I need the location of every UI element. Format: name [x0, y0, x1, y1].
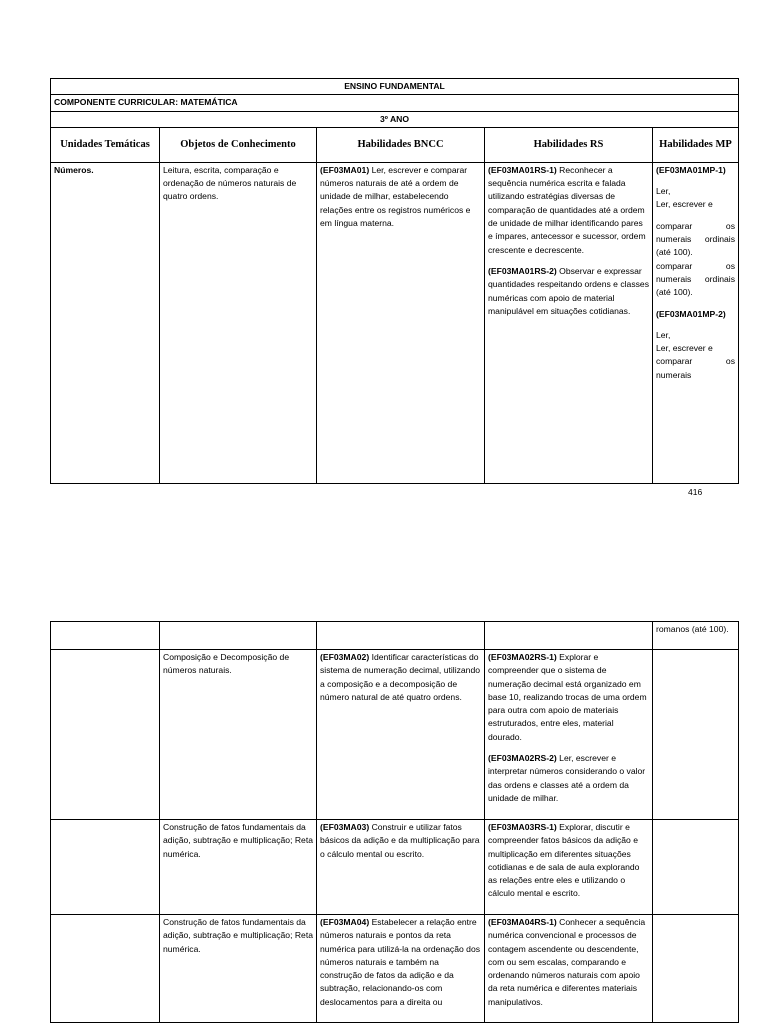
- skill-code: (EF03MA01MP-2): [656, 308, 726, 319]
- skill-code: (EF03MA02RS-1): [488, 652, 557, 662]
- knowledge-object-cell: Composição e Decomposição de números naturais.: [160, 650, 317, 820]
- rs-skill-cell: [485, 162, 653, 483]
- table-row: [51, 650, 739, 820]
- mp-skill-cell: [653, 162, 739, 483]
- table-row: [51, 820, 739, 915]
- skill-text: Ler, escrever e comparar números naturais de até a ordem de unidade de milhar, estabelecendo relações entre os registros numéricos e em língua materna.: [320, 164, 471, 229]
- header-level-row: [51, 79, 739, 95]
- grade-heading: 3º ANO: [51, 111, 739, 127]
- column-header-objects: Objetos de Conhecimento: [160, 127, 317, 162]
- column-headers: [51, 127, 739, 162]
- skill-text: Ler, escrever e interpretar números considerando o valor das ordens e classes até a ordem da unidade de milhar.: [488, 753, 646, 803]
- skill-code: (EF03MA04RS-1): [488, 917, 557, 927]
- column-header-bncc: Habilidades BNCC: [317, 127, 485, 162]
- skill-text: Conhecer a sequência numérica convencional e processos de contagem ascendente ou descendente, com ou sem escalas, comparando e ordenando números naturais com apoio da reta numérica e diferentes materiais manipulativos.: [488, 917, 646, 1007]
- mp-text: comparar os numerais: [656, 356, 735, 380]
- mp-text: comparar os numerais ordinais (até 100).: [656, 220, 735, 258]
- column-header-mp: Habilidades MP: [653, 127, 739, 162]
- mp-text: Ler, escrever e: [656, 343, 713, 354]
- skill-text: Explorar, discutir e compreender fatos básicos da adição e multiplicação em diferentes situações cotidianas e de sala de aula explorando as relações entre eles e utilizando o cálculo mental e escrito.: [488, 822, 640, 899]
- skill-code: (EF03MA04): [320, 917, 370, 927]
- rs-skill-cell: [485, 820, 653, 915]
- knowledge-object-cell: Construção de fatos fundamentais da adição, subtração e multiplicação; Reta numérica.: [160, 820, 317, 915]
- header-grade-row: [51, 111, 739, 127]
- rs-skill-item: [488, 265, 649, 318]
- rs-skill-cell: [485, 915, 653, 1023]
- rs-skill-item: [488, 752, 649, 805]
- mp-skill-cell: romanos (até 100).: [653, 622, 739, 650]
- skill-text: Reconhecer a sequência numérica escrita e falada utilizando estratégias diversas de comparação de quantidades até a ordem de unidade de milhar identificando pares e ímpares, antecessor e sucessor, ordem crescente e decrescente.: [488, 164, 646, 255]
- rs-skill-item: [488, 164, 649, 257]
- mp-text: Ler, escrever e: [656, 199, 713, 210]
- skill-code: (EF03MA03RS-1): [488, 822, 557, 832]
- skill-code: (EF03MA01): [320, 164, 370, 175]
- bncc-skill-cell: [317, 650, 485, 820]
- table-row: [51, 915, 739, 1023]
- column-header-units: Unidades Temáticas: [51, 127, 160, 162]
- mp-text: Ler,: [656, 186, 671, 197]
- mp-text: comparar os numerais ordinais (até 100).: [656, 260, 735, 298]
- level-heading: ENSINO FUNDAMENTAL: [51, 79, 739, 95]
- skill-code: (EF03MA01RS-2): [488, 265, 557, 276]
- mp-text: Ler,: [656, 329, 671, 340]
- bncc-skill-cell: [317, 820, 485, 915]
- knowledge-object-cell: Construção de fatos fundamentais da adição, subtração e multiplicação; Reta numérica.: [160, 915, 317, 1023]
- header-component-row: [51, 95, 739, 111]
- skill-code: (EF03MA02RS-2): [488, 753, 557, 764]
- skill-text: Identificar características do sistema de numeração decimal, utilizando a composição e a decomposição de número natural de até quatro ordens.: [320, 652, 481, 702]
- thematic-unit-cell: Números.: [51, 162, 160, 483]
- page-number: 416: [688, 487, 703, 497]
- skill-code: (EF03MA03): [320, 822, 370, 832]
- rs-skill-item: [488, 651, 649, 744]
- curriculum-table-page-1: [50, 78, 739, 484]
- skill-text: Observar e expressar quantidades respeitando ordens e classes numéricas com apoio de material manipulável em situações cotidianas.: [488, 265, 650, 316]
- bncc-skill-cell: [317, 162, 485, 483]
- table-row: [51, 162, 739, 483]
- knowledge-object-cell: Leitura, escrita, comparação e ordenação de números naturais de quatro ordens.: [160, 162, 317, 483]
- component-heading: COMPONENTE CURRICULAR: MATEMÁTICA: [51, 95, 739, 111]
- skill-code: (EF03MA01RS-1): [488, 164, 557, 175]
- bncc-skill-cell: [317, 915, 485, 1023]
- rs-skill-cell: [485, 650, 653, 820]
- skill-code: (EF03MA02): [320, 652, 370, 662]
- curriculum-table-page-2: [50, 621, 739, 1023]
- skill-text: Construir e utilizar fatos básicos da adição e da multiplicação para o cálculo mental ou escrito.: [320, 822, 480, 859]
- skill-text: Explorar e compreender que o sistema de numeração decimal está organizado em base 10, realizando trocas de uma ordem para outra com apoio de materiais estruturados, entre eles, material dourado.: [488, 652, 647, 742]
- column-header-rs: Habilidades RS: [485, 127, 653, 162]
- skill-text: Estabelecer a relação entre números naturais e pontos da reta numérica para utilizá-la na ordenação dos números naturais e também na construção de fatos da adição e da subtração, relacionando-os com deslocamentos para a direita ou: [320, 917, 481, 1007]
- skill-code: (EF03MA01MP-1): [656, 164, 726, 175]
- continuation-row: [51, 622, 739, 650]
